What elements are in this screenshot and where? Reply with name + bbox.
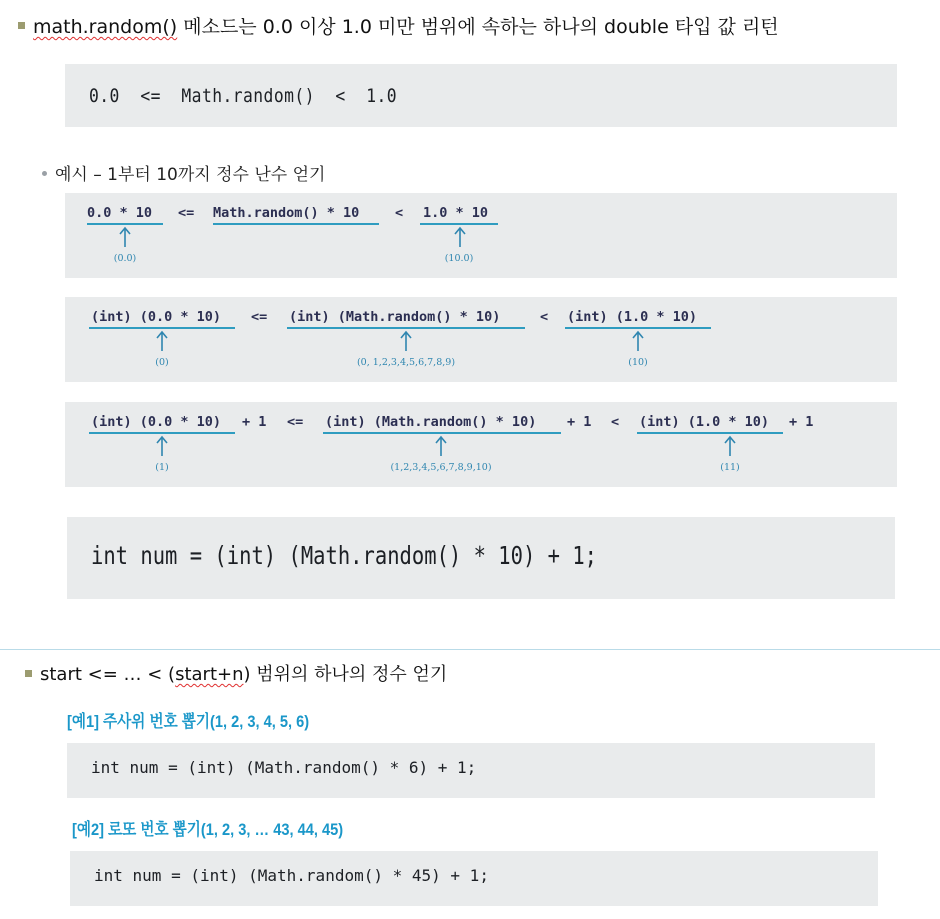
- step3-ann-left: (1): [155, 462, 169, 473]
- bullet2-squig: start+n: [175, 664, 244, 685]
- up-arrow-icon: [399, 330, 413, 352]
- step1-left-underline: [87, 223, 163, 225]
- example2-code-box: [70, 851, 878, 906]
- square-bullet-icon: [25, 670, 32, 677]
- section-divider: [0, 649, 940, 650]
- step2-ann-right: (10): [628, 357, 648, 368]
- step1-left-expr: 0.0 * 10: [87, 205, 153, 221]
- step1-ann-left: (0.0): [113, 253, 137, 264]
- example-label-text: 예시 – 1부터 10까지 정수 난수 얻기: [55, 165, 326, 185]
- step3-op1: <=: [287, 414, 304, 430]
- step2-mid-underline: [287, 327, 525, 329]
- step2-op1: <=: [251, 309, 268, 325]
- example1-code: int num = (int) (Math.random() * 6) + 1;: [91, 758, 477, 777]
- step3-plus3: + 1: [789, 414, 814, 430]
- step2-mid-expr: (int) (Math.random() * 10): [289, 309, 501, 325]
- step1-box: [65, 193, 897, 278]
- step1-mid-underline: [213, 223, 379, 225]
- example2-code: int num = (int) (Math.random() * 45) + 1;: [94, 866, 489, 885]
- bullet2-post: ) 범위의 하나의 정수 얻기: [243, 664, 448, 685]
- step1-right-underline: [420, 223, 498, 225]
- step3-right-underline: [637, 432, 783, 434]
- step2-box: [65, 297, 897, 382]
- bullet2-pre: start <= … < (: [40, 664, 176, 685]
- range-code-box: [65, 64, 897, 127]
- bullet-math-random: [18, 12, 779, 39]
- square-bullet-icon: [18, 22, 25, 29]
- step3-right-expr: (int) (1.0 * 10): [639, 414, 770, 430]
- example2-title: [예2] 로또 번호 뽑기(1, 2, 3, … 43, 44, 45): [72, 820, 344, 839]
- bullet-prefix: math.random(): [33, 16, 178, 38]
- step2-right-expr: (int) (1.0 * 10): [567, 309, 698, 325]
- final-code-box: [67, 517, 895, 599]
- step3-mid-expr: (int) (Math.random() * 10): [325, 414, 537, 430]
- step2-right-underline: [565, 327, 711, 329]
- step3-plus1: + 1: [242, 414, 267, 430]
- step3-ann-mid: (1,2,3,4,5,6,7,8,9,10): [390, 462, 492, 473]
- step3-mid-underline: [323, 432, 561, 434]
- up-arrow-icon: [155, 330, 169, 352]
- step2-left-underline: [89, 327, 235, 329]
- up-arrow-icon: [453, 226, 467, 248]
- up-arrow-icon: [155, 435, 169, 457]
- final-code: int num = (int) (Math.random() * 10) + 1;: [91, 541, 598, 570]
- bullet-start-range: [25, 660, 447, 686]
- step1-op2: <: [395, 205, 404, 221]
- example1-title: [예1] 주사위 번호 뽑기(1, 2, 3, 4, 5, 6): [67, 712, 310, 731]
- example1-code-box: [67, 743, 875, 798]
- step2-op2: <: [540, 309, 549, 325]
- step2-ann-left: (0): [155, 357, 169, 368]
- step3-op2: <: [611, 414, 620, 430]
- step3-ann-right: (11): [720, 462, 740, 473]
- example-label: [42, 160, 325, 185]
- step1-ann-right: (10.0): [444, 253, 474, 264]
- step3-box: [65, 402, 897, 487]
- up-arrow-icon: [723, 435, 737, 457]
- range-code: 0.0 <= Math.random() < 1.0: [89, 85, 398, 107]
- step2-left-expr: (int) (0.0 * 10): [91, 309, 222, 325]
- step1-mid-expr: Math.random() * 10: [213, 205, 360, 221]
- step1-op1: <=: [178, 205, 195, 221]
- up-arrow-icon: [118, 226, 132, 248]
- up-arrow-icon: [631, 330, 645, 352]
- up-arrow-icon: [434, 435, 448, 457]
- step3-left-underline: [89, 432, 235, 434]
- step2-ann-mid: (0, 1,2,3,4,5,6,7,8,9): [356, 357, 456, 368]
- bullet-text: 메소드는 0.0 이상 1.0 미만 범위에 속하는 하나의 double 타입 값 리턴: [177, 16, 779, 38]
- step1-right-expr: 1.0 * 10: [423, 205, 489, 221]
- step3-left-expr: (int) (0.0 * 10): [91, 414, 222, 430]
- dot-bullet-icon: [42, 171, 47, 176]
- step3-plus2: + 1: [567, 414, 592, 430]
